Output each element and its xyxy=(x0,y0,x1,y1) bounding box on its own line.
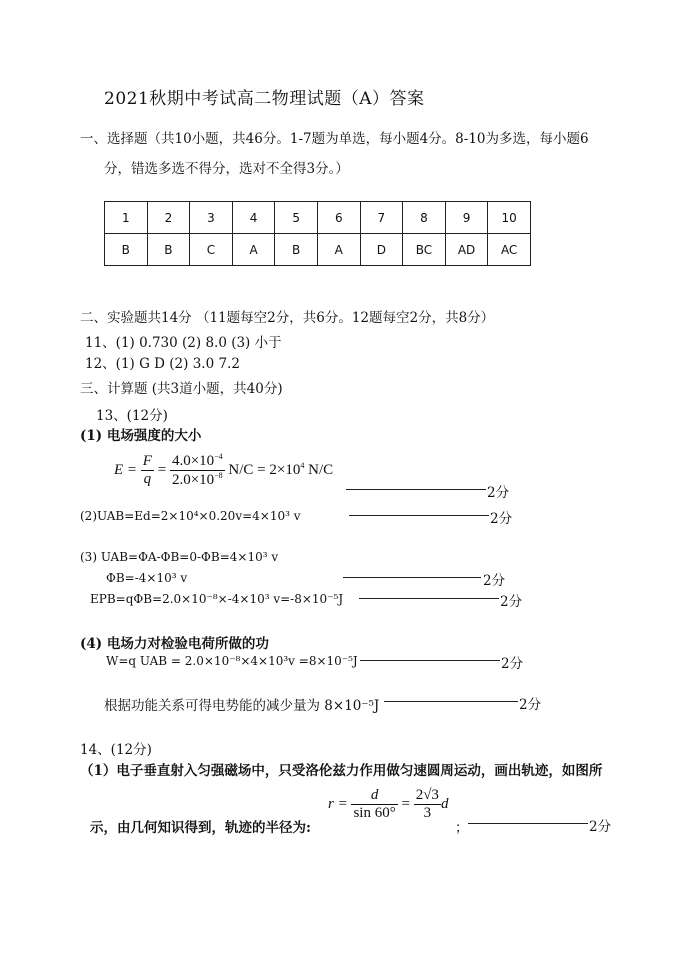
q13-part3-a: (3) UAB=ΦA-ΦB=0-ΦB=4×10³ v xyxy=(80,550,279,564)
answer-cell: A xyxy=(317,234,360,266)
q13-part4: (4) 电场力对检验电荷所做的功 xyxy=(80,636,269,652)
score-label: 2分 xyxy=(500,594,523,610)
value-den-exp: −8 xyxy=(214,471,223,480)
formula-d-over-sin xyxy=(351,787,397,822)
section3-heading: 三、计算题 (共3道小题，共40分) xyxy=(80,381,283,397)
question-number-cell: 2 xyxy=(147,202,190,234)
q14-semicolon: ； xyxy=(455,820,469,836)
section1-line2: 分，错选多选不得分，选对不全得3分。） xyxy=(104,161,349,177)
frac-num: F xyxy=(142,453,152,469)
score-label: 2分 xyxy=(501,656,524,672)
answer-cell: B xyxy=(275,234,318,266)
frac-den: 3 xyxy=(423,805,432,821)
score-line xyxy=(346,489,486,490)
score-label: 2分 xyxy=(519,697,542,713)
score-line xyxy=(349,515,489,516)
question-number-cell: 9 xyxy=(445,202,488,234)
q13-part3-c: EPB=qΦB=2.0×10⁻⁸×-4×10³ v=-8×10⁻⁵J xyxy=(90,592,344,606)
formula-result: N/C = 2×10 xyxy=(228,461,301,478)
question-number-cell: 8 xyxy=(403,202,446,234)
question-number-cell: 7 xyxy=(360,202,403,234)
score-line xyxy=(343,577,481,578)
score-line xyxy=(384,701,518,702)
score-label: 2分 xyxy=(483,573,506,589)
formula-eq: = xyxy=(401,795,410,812)
section1-line1: 一、选择题（共10小题，共46分。1-7题为单选，每小题4分。8-10为多选，每小题6 xyxy=(80,131,589,147)
q14-radius-formula xyxy=(328,787,448,822)
formula-lhs: E = xyxy=(114,461,138,478)
q14-part1-continued: 示，由几何知识得到，轨迹的半径为: xyxy=(90,820,311,836)
answer-table-answer-row xyxy=(105,234,531,266)
page-title: 2021秋期中考试高二物理试题（A）答案 xyxy=(104,89,425,109)
q13-part4-conclusion: 根据功能关系可得电势能的减少量为 8×10⁻⁵J xyxy=(104,698,380,714)
question-number-cell: 3 xyxy=(190,202,233,234)
answer-cell: D xyxy=(360,234,403,266)
q13-part2: (2)UAB=Ed=2×10⁴×0.20v=4×10³ v xyxy=(80,509,301,523)
section2-heading: 二、实验题共14分 （11题每空2分，共6分。12题每空2分，共8分） xyxy=(80,310,495,326)
question-number-cell: 5 xyxy=(275,202,318,234)
question-number-cell: 10 xyxy=(488,202,531,234)
score-line xyxy=(468,823,588,824)
answer-cell: AD xyxy=(445,234,488,266)
formula-unit: N/C xyxy=(304,461,334,478)
q13-part4-formula: W=q UAB = 2.0×10⁻⁸×4×10³v =8×10⁻⁵J xyxy=(106,654,358,668)
value-num: 4.0×10 xyxy=(171,453,215,469)
answer-table-number-row xyxy=(105,202,531,234)
answer-cell: BC xyxy=(403,234,446,266)
formula-value-fraction xyxy=(170,452,225,489)
q13-field-formula xyxy=(114,452,333,489)
answer-cell: B xyxy=(147,234,190,266)
formula-f-over-q xyxy=(141,453,154,488)
answer-cell: AC xyxy=(488,234,531,266)
formula-tail: d xyxy=(440,795,449,812)
q13-part3-b: ΦB=-4×10³ v xyxy=(106,571,188,585)
score-line xyxy=(360,660,500,661)
question-number-cell: 1 xyxy=(105,202,148,234)
score-label: 2分 xyxy=(490,511,513,527)
formula-result-exp: 4 xyxy=(300,460,305,470)
frac-num: d xyxy=(351,787,397,805)
score-label: 2分 xyxy=(487,485,510,501)
question-number-cell: 6 xyxy=(317,202,360,234)
frac-num: 2√3 xyxy=(415,787,439,803)
score-label: 2分 xyxy=(589,819,612,835)
score-line xyxy=(359,598,499,599)
q13-part1: (1) 电场强度的大小 xyxy=(80,428,202,444)
q12-answer: 12、(1) G D (2) 3.0 7.2 xyxy=(85,356,240,372)
q14-label: 14、(12分) xyxy=(80,742,152,758)
value-den: 2.0×10 xyxy=(171,472,215,488)
formula-lhs: r = xyxy=(328,795,348,812)
frac-den: q xyxy=(143,471,152,487)
answer-cell: C xyxy=(190,234,233,266)
question-number-cell: 4 xyxy=(232,202,275,234)
answer-table xyxy=(104,201,531,266)
formula-eq: = xyxy=(157,461,167,478)
formula-root-fraction xyxy=(414,787,441,822)
frac-den: sin 60° xyxy=(353,805,396,821)
value-num-exp: −4 xyxy=(214,452,223,461)
q13-label: 13、(12分) xyxy=(96,408,168,424)
q11-answer: 11、(1) 0.730 (2) 8.0 (3) 小于 xyxy=(85,335,282,351)
answer-cell: B xyxy=(105,234,148,266)
q14-part1: （1）电子垂直射入匀强磁场中，只受洛伦兹力作用做匀速圆周运动，画出轨迹，如图所 xyxy=(80,763,603,779)
answer-cell: A xyxy=(232,234,275,266)
